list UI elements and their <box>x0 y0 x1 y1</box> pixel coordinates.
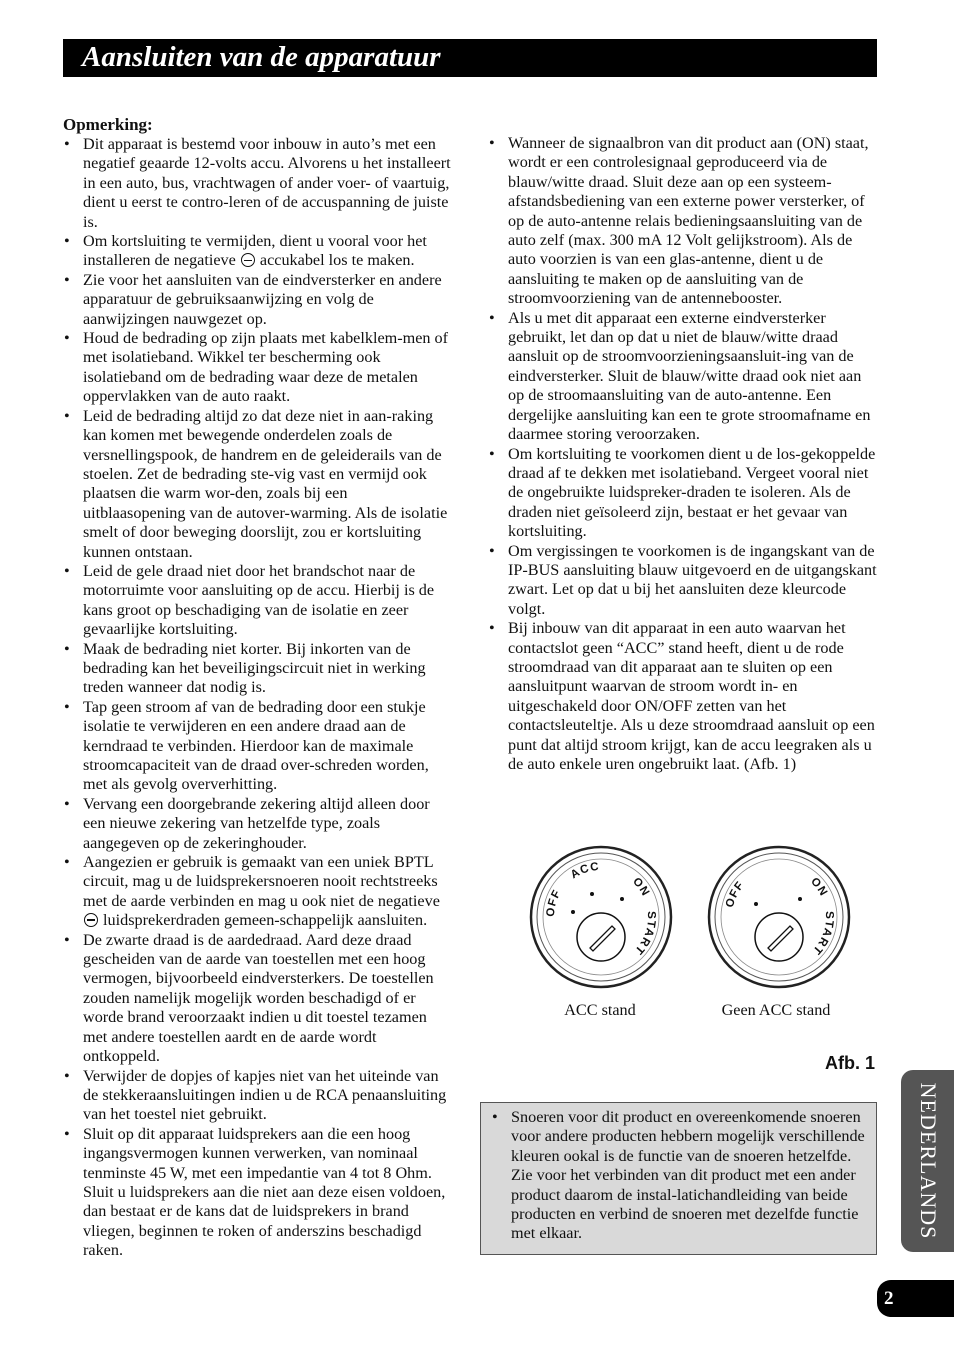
list-item-text: accukabel los te maken. <box>259 251 415 270</box>
note-box <box>480 1102 877 1255</box>
position-dot-shape <box>754 902 758 906</box>
left-bullet-list <box>63 135 451 1261</box>
list-item-text: luidsprekerdraden gemeen-schappelijk aansluiten. <box>103 911 428 930</box>
note-list <box>491 1108 870 1244</box>
list-item: • Om kortsluiting te voorkomen dient u de los-gekoppelde draad af te dekken met isolatieband. Vergeet vooral niet de ongebruikte luidspreker-draden te isoleren. Als de draden niet geïsoleerd zijn, bestaat er het gevaar van kortsluiting. <box>488 445 880 542</box>
position-dot-shape <box>571 910 575 914</box>
position-dot-shape <box>798 897 802 901</box>
list-item: • Bij inbouw van dit apparaat in een auto waarvan het contactslot geen “ACC” stand heeft, dient u de rode stroomdraad van dit apparaat aan te sluiten op een aansluitpunt waarvan de stroom wordt in- en uitgeschakeld door ON/OFF zetten van het contactsleuteltje. Als u deze stroomdraad aansluit op een punt dat altijd stroom krijgt, kan de accu leegraken als u de auto enkele uren ongebruikt laat. (Afb. 1) <box>488 619 880 774</box>
right-column <box>488 134 880 774</box>
list-item: • Als u met dit apparaat een externe eindversterker gebruikt, let dan op dat u niet de blauw/witte draad aansluit op de stroomvoorzieningsaansluit-ing van de eindversterker. Sluit de blauw/witte draad ook niet aan op de stroomaansluiting van de auto-antenne. Een dergelijke aansluiting kan een te grote stroomafname en daarmee storing veroorzaken. <box>488 309 880 445</box>
caption-acc: ACC stand <box>564 1001 636 1019</box>
list-item: • Dit apparaat is bestemd voor inbouw in auto’s met een negatief geaarde 12-volts accu. Alvorens u het installeert in een auto, bus, vrachtwagen of ander voer- of vaartuig, dient u eerst te contro-leren of de accuspanning de juiste is. <box>63 135 451 232</box>
list-item: • Vervang een doorgebrande zekering altijd alleen door een nieuwe zekering van hetzelfde type, zoals aangegeven op de zekeringhouder. <box>63 795 451 853</box>
caption-no-acc: Geen ACC stand <box>721 1001 831 1019</box>
list-item: • Leid de gele draad niet door het brandschot naar de motorruimte voor aansluiting op de accu. Hierbij is de kans groot op beschadiging van de isolatie en zeer gevaarlijke kortsluiting. <box>63 562 451 640</box>
ignition-switch-no-acc <box>704 842 854 992</box>
list-item: • De zwarte draad is de aardedraad. Aard deze draad gescheiden van de aarde van toestellen met een hoog vermogen, bijvoorbeeld eindversterkers. De toestellen zouden namelijk mogelijk worden beschadigd of er worde brand veroorzaakt indien u dit toestel tezamen met andere toestellen aardt en de aarde wordt ontkoppeld. <box>63 931 451 1067</box>
negative-polarity-icon <box>84 913 98 927</box>
page-number: 2 <box>877 1280 954 1317</box>
position-dot-shape <box>590 892 594 896</box>
switch-label-start: START <box>631 910 658 957</box>
negative-polarity-icon <box>241 253 255 267</box>
language-tab <box>901 1070 954 1252</box>
note-heading: Opmerking: <box>63 115 153 134</box>
switch-label-off: OFF <box>723 879 748 910</box>
switch-label-acc: ACC <box>568 860 601 882</box>
switch-label-start: START <box>809 910 836 957</box>
switch-label-on: ON <box>630 875 652 899</box>
list-item-text: Aangezien er gebruik is gemaakt van een uniek BPTL circuit, mag u de luidsprekersnoeren nooit rechtstreeks met de aarde verbinden en mag u ook niet de negatieve <box>83 853 440 910</box>
ignition-figure <box>500 836 880 1076</box>
left-column <box>63 115 451 1261</box>
list-item: • Tap geen stroom af van de bedrading door een stukje isolatie te verwijderen en een andere draad aan de kerndraad te verbinden. Hierdoor kan de maximale stroomcapaciteit van de draad over-schreden worden, met als gevolg oververhitting. <box>63 698 451 795</box>
list-item: • Om vergissingen te voorkomen is de ingangskant van de IP-BUS aansluiting blauw uitgevoerd en de uitgangskant zwart. Let op dat u bij het aansluiten deze kleurcode volgt. <box>488 542 880 620</box>
language-tab-label: NEDERLANDS <box>915 1082 941 1240</box>
note-item: • Snoeren voor dit product en overeenkomende snoeren voor andere producten hebbern mogelijk verschillende kleuren ookal is de functie van de snoeren hetzelfde. Zie voor het verbinden van dit product met een ander product daarom de instal-latichandleiding van beide producten en verbind de snoeren met dezelfde functie met elkaar. <box>491 1108 870 1244</box>
list-item <box>63 232 451 271</box>
page-title: Aansluiten van de apparatuur <box>63 39 877 77</box>
list-item: • Wanneer de signaalbron van dit product aan (ON) staat, wordt er een controlesignaal geproduceerd via de blauw/witte draad. Sluit deze aan op een systeem-afstandsbediening van een externe power versterker, of op de auto-antenne relais bedieningsaansluiting van de auto zelf (max. 300 mA 12 Volt gelijkstroom). Als de auto voorzien is van een glas-antenne, dient u de aansluiting te maken op de aansluiting van de stroomvoorziening van de antennebooster. <box>488 134 880 309</box>
figure-label: Afb. 1 <box>825 1053 876 1073</box>
list-item: • Sluit op dit apparaat luidsprekers aan die een hoog ingangsvermogen kunnen verwerken, van nominaal tenminste 45 W, met een impedantie van 4 tot 8 Ohm. Sluit u luidsprekers aan die niet aan deze eisen voldoen, dan bestaat er de kans dat de luidsprekers in brand vliegen, beginnen te roken of anderszins beschadigd raken. <box>63 1125 451 1261</box>
switch-label-on: ON <box>808 875 830 899</box>
list-item-text: Om kortsluiting te vermijden, dient u vooral voor het installeren de negatieve <box>83 232 427 270</box>
list-item <box>63 853 451 931</box>
list-item: • Houd de bedrading op zijn plaats met kabelklem-men of met isolatieband. Wikkel ter bescherming ook isolatieband om de bedrading waar deze de metalen oppervlakken van de auto raakt. <box>63 329 451 407</box>
position-dot-shape <box>620 897 624 901</box>
ignition-switch-acc <box>526 842 676 992</box>
list-item: • Verwijder de dopjes of kapjes niet van het uiteinde van de stekkeraansluitingen indien u de RCA penaansluiting van het toestel niet gebruikt. <box>63 1067 451 1125</box>
list-item: • Maak de bedrading niet korter. Bij inkorten van de bedrading kan het beveiligingscircuit niet in werking treden wanneer dat nodig is. <box>63 640 451 698</box>
switch-label-off: OFF <box>544 887 564 918</box>
right-bullet-list <box>488 134 880 774</box>
list-item: • Zie voor het aansluiten van de eindversterker en andere apparatuur de gebruiksaanwijzing en volg de aanwijzingen nauwgezet op. <box>63 271 451 329</box>
list-item: • Leid de bedrading altijd zo dat deze niet in aan-raking kan komen met bewegende onderdelen zoals de versnellingspook, de handrem en de geleiderails van de stoelen. Zet de bedrading ste-vig vast en vermijd ook plaatsen die warm wor-den, zoals bij een uitblaasopening van de autover-warming. Als de isolatie smelt of door beweging doorslijt, zou er kortsluiting kunnen ontstaan. <box>63 407 451 562</box>
